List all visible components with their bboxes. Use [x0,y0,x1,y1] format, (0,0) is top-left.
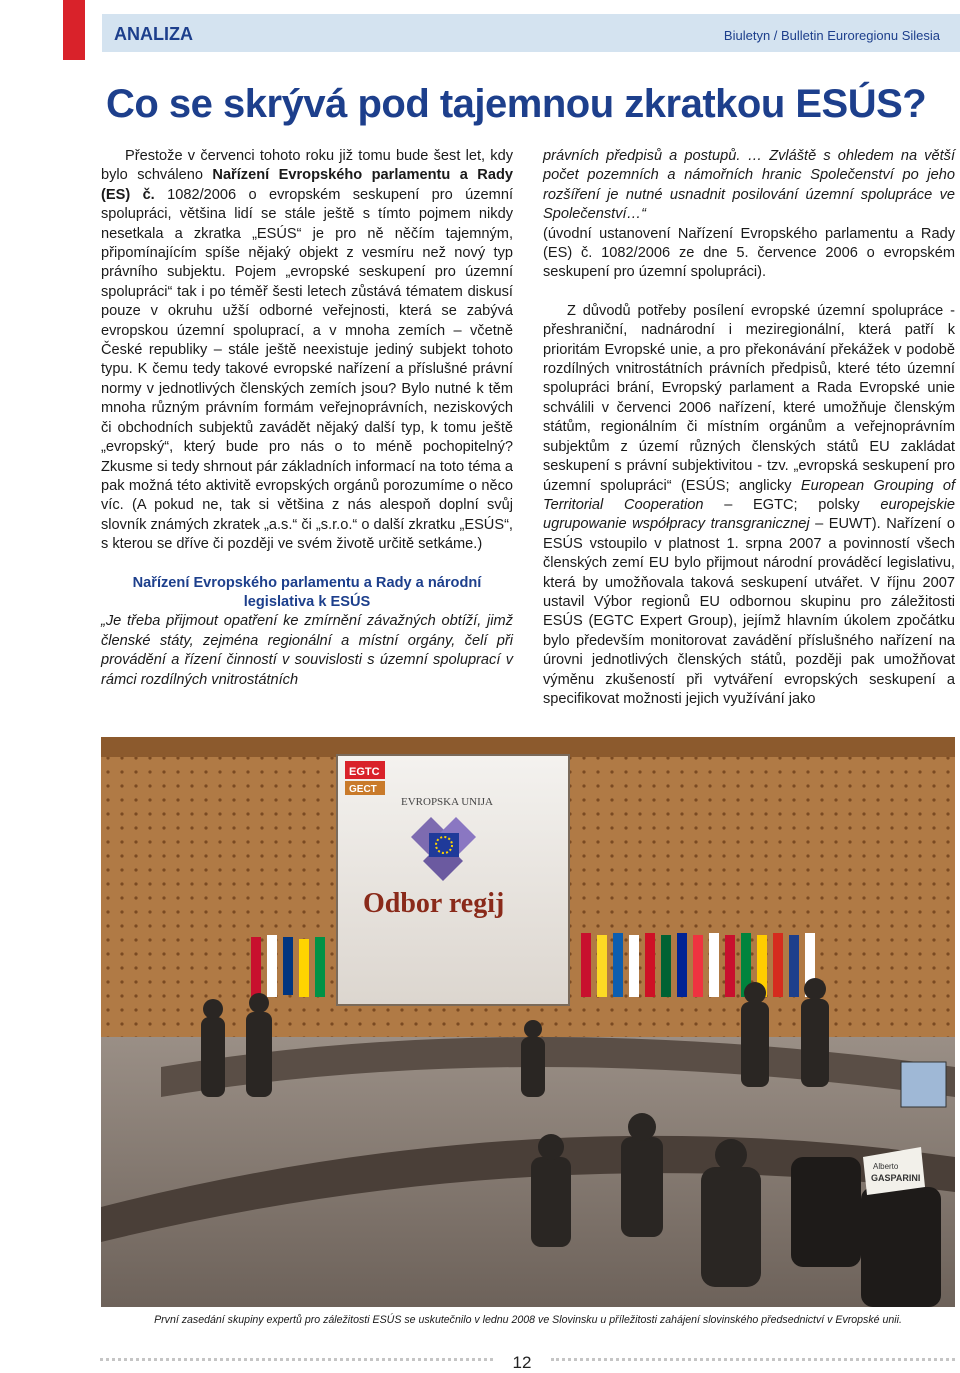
footer-divider-left [100,1358,493,1361]
quote-source: (úvodní ustanovení Nařízení Evropského parlamentu a Rady (ES) č. 1082/2006 ze dne 5. července 2006 o evropském seskupení pro územní spolupráci). [543,225,955,281]
laptop-screen [901,1062,946,1107]
left-column [101,147,513,690]
egtc-badge-text: EGTC [349,766,380,778]
page-number: 12 [512,1353,532,1372]
section-red-marker [63,0,85,60]
regulation-quote-continued: právních předpisů a postupů. … Zvláště s ohledem na větší počet pozemních a námořních hranic Společenství po jeho rozšíření je nutné usnadnit posilování územní spolupráce ve Společenství…“ [543,148,955,223]
gect-badge-text: GECT [349,784,377,795]
screen-heading: EVROPSKA UNIJA [401,796,493,808]
conference-photo [101,737,955,1307]
screen-text: Odbor regij [363,888,505,919]
body-paragraph: Z důvodů potřeby posílení evropské územní spolupráce - přeshraniční, nadnárodní i meziregionální, která patří k prioritám Evropské unie, a pro překonávání překážek v podobě rozdílných vnitrostátních právních předpisů, které této územní spolupráci brání, Evropský parlament a Rada Evropské unie schválili v červenci 2006 nařízení, které umožňuje členským státům, regionálním či místním orgánům a veřejnoprávním subjektům z území různých členských států EU zakládat seskupení s právní subjektivitou - tzv. „evropská seskupení pro územní spolupráci“ (ESÚS; anglicky European Grouping of Territorial Cooperation – EGTC; polsky europejskie ugrupowanie współpracy transgranicznej – EUWT). Nařízení o ESÚS vstoupilo v platnost 1. srpna 2007 a povinností všech členských zemí EU bylo přijmout národní prováděcí legislativu, která by umožňovala taková seskupení utvářet. V říjnu 2007 ustavil Výbor regionů EU odbornou skupinu pro záležitosti ESÚS (EGTC Expert Group), jejímž hlavním úkolem zpočátku bylo především monitorovat zavádění příslušného nařízení na úrovni jednotlivých členských států, později pak umožňovat výměnu zkušeností při vytváření evropských seskupení a specifikovat možnosti jejich využívání jako [543,302,955,707]
section-subheading: Nařízení Evropského parlamentu a Rady a národní legislativa k ESÚS [132,574,482,610]
polish-term: europejskie ugrupowanie współpracy transgranicznej [543,496,955,533]
intro-paragraph: Přestože v červenci tohoto roku již tomu bude šest let, kdy bylo schváleno Nařízení Evropského parlamentu a Rady (ES) č. 1082/2006 o evropském seskupení pro územní spolupráci, většina lidí se stále ještě s tímto pojmem nikdy nesetkala a zkratka „ESÚS“ je pro ně něčím tajemným, připomínajícím spíše nějaký objekt z vesmíru než nový typ právního subjektu. Pojem „evropské seskupení pro územní spolupráci“ tak i po téměř šesti letech zůstává tématem diskusí pouze v okruhu užší odborné veřejnosti, která se zabývá evropskou územní spoluprací, a v mnoha zemích – včetně České republiky – stále ještě neexistuje jediný subjekt tohoto typu. K čemu tedy takové evropské nařízení a příslušné právní normy v jednotlivých členských zemích jsou? Bylo nutné k těm mnoha různým právním formám veřejnoprávních, neziskových či obchodních subjektů zavádět nějaký další typ, k tomu ještě „evropský“, který bude pro nás o to méně pochopitelný? Zkusme si tedy shrnout pár základních informací na toto téma a pak možná této aktivitě evropských orgánů porozumíme o něco víc. (A pokud ne, tak si většina z nás alespoň doplní svůj slovník známých zkratek „a.s.“ či „s.r.o.“ o další zkratku „ESÚS“, s kterou se dříve či později ve svém životě určitě setkáme.) [101,148,513,553]
bulletin-name: Biuletyn / Bulletin Euroregionu Silesia [723,28,940,43]
regulation-name: Nařízení Evropského parlamentu a Rady (ES) č. [101,167,513,203]
photo-caption: První zasedání skupiny expertů pro záležitosti ESÚS se uskutečnilo v lednu 2008 ve Slovinsku u příležitosti zahájení slovinského předsednictví v Evropské unii. [154,1314,902,1326]
svg-text:Alberto: Alberto [873,1162,899,1171]
svg-text:GASPARINI: GASPARINI [871,1173,921,1183]
section-label: ANALIZA [114,24,193,44]
right-column [543,147,955,709]
english-term: European Grouping of Territorial Cooperation [543,477,955,513]
article-title: Co se skrývá pod tajemnou zkratkou ESÚS? [106,82,927,126]
regulation-quote: „Je třeba přijmout opatření ke zmírnění závažných obtíží, jimž členské státy, zejména regionální a místní orgány, čelí při provádění a řízení činností v souvislosti s územní spoluprací v rámci rozdílných vnitrostátních [101,613,513,688]
footer-divider-right [551,1358,955,1361]
